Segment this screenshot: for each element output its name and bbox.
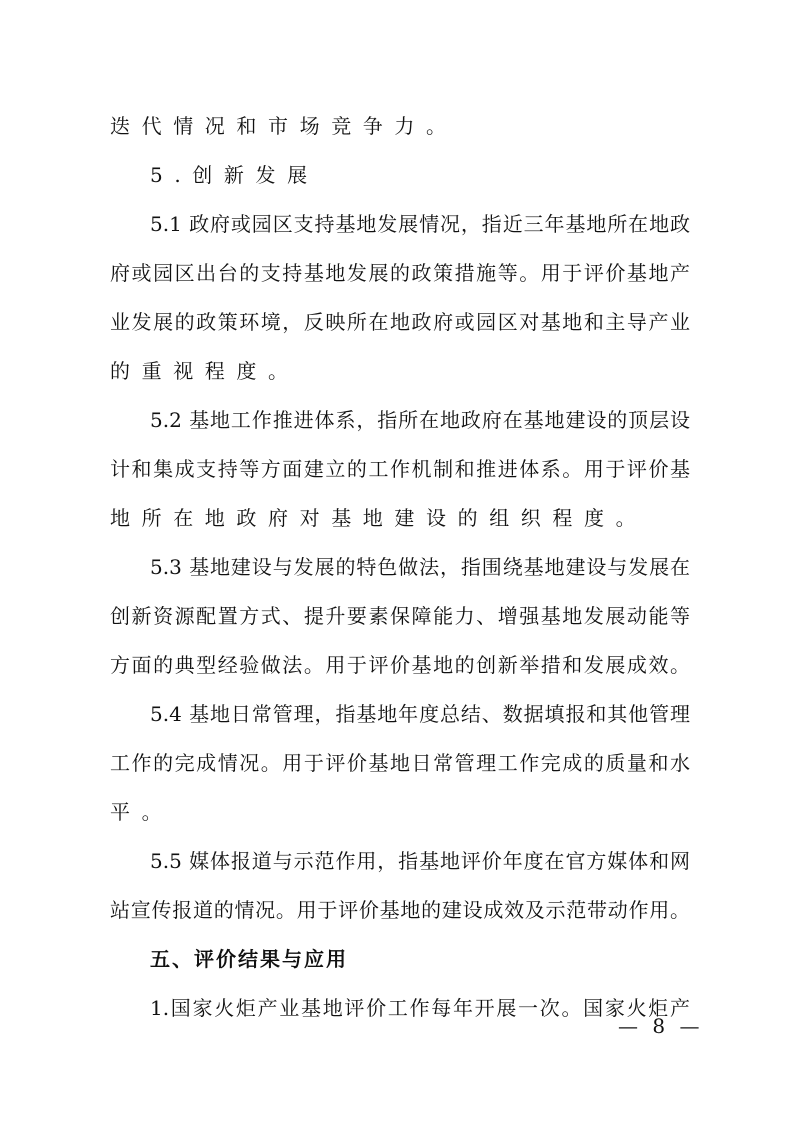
page-number: — 8 — — [618, 1014, 704, 1038]
paragraph-line: 5.2 基地工作推进体系，指所在地政府在基地建设的顶层设 — [150, 408, 690, 432]
paragraph-line: 创新资源配置方式、提升要素保障能力、增强基地发展动能等 — [110, 604, 690, 628]
paragraph-line: 业发展的政策环境，反映所在地政府或园区对基地和主导产业 — [110, 310, 690, 334]
paragraph-line: 5.3 基地建设与发展的特色做法，指围绕基地建设与发展在 — [150, 555, 690, 579]
paragraph-line: 的重视程度。 — [110, 359, 300, 383]
paragraph-line: 工作的完成情况。用于评价基地日常管理工作完成的质量和水 — [110, 751, 690, 775]
paragraph-line: 5.1 政府或园区支持基地发展情况，指近三年基地所在地政 — [150, 212, 690, 236]
paragraph-line: 地所在地政府对基地建设的组织程度。 — [110, 506, 648, 530]
paragraph-line: 5.5 媒体报道与示范作用，指基地评价年度在官方媒体和网 — [150, 849, 690, 873]
paragraph-line: 府或园区出台的支持基地发展的政策措施等。用于评价基地产 — [110, 261, 690, 285]
section-heading: 五、评价结果与应用 — [150, 947, 348, 971]
paragraph-line: 站宣传报道的情况。用于评价基地的建设成效及示范带动作用。 — [110, 898, 690, 922]
paragraph-line: 计和集成支持等方面建立的工作机制和推进体系。用于评价基 — [110, 457, 690, 481]
paragraph-line: 5.4 基地日常管理，指基地年度总结、数据填报和其他管理 — [150, 702, 690, 726]
paragraph-line: 迭代情况和市场竞争力。 — [110, 114, 458, 138]
paragraph-line: 1.国家火炬产业基地评价工作每年开展一次。国家火炬产 — [150, 996, 690, 1020]
paragraph-line: 方面的典型经验做法。用于评价基地的创新举措和发展成效。 — [110, 653, 690, 677]
paragraph-line: 平。 — [110, 800, 174, 824]
subsection-title: 5.创新发展 — [150, 163, 319, 187]
